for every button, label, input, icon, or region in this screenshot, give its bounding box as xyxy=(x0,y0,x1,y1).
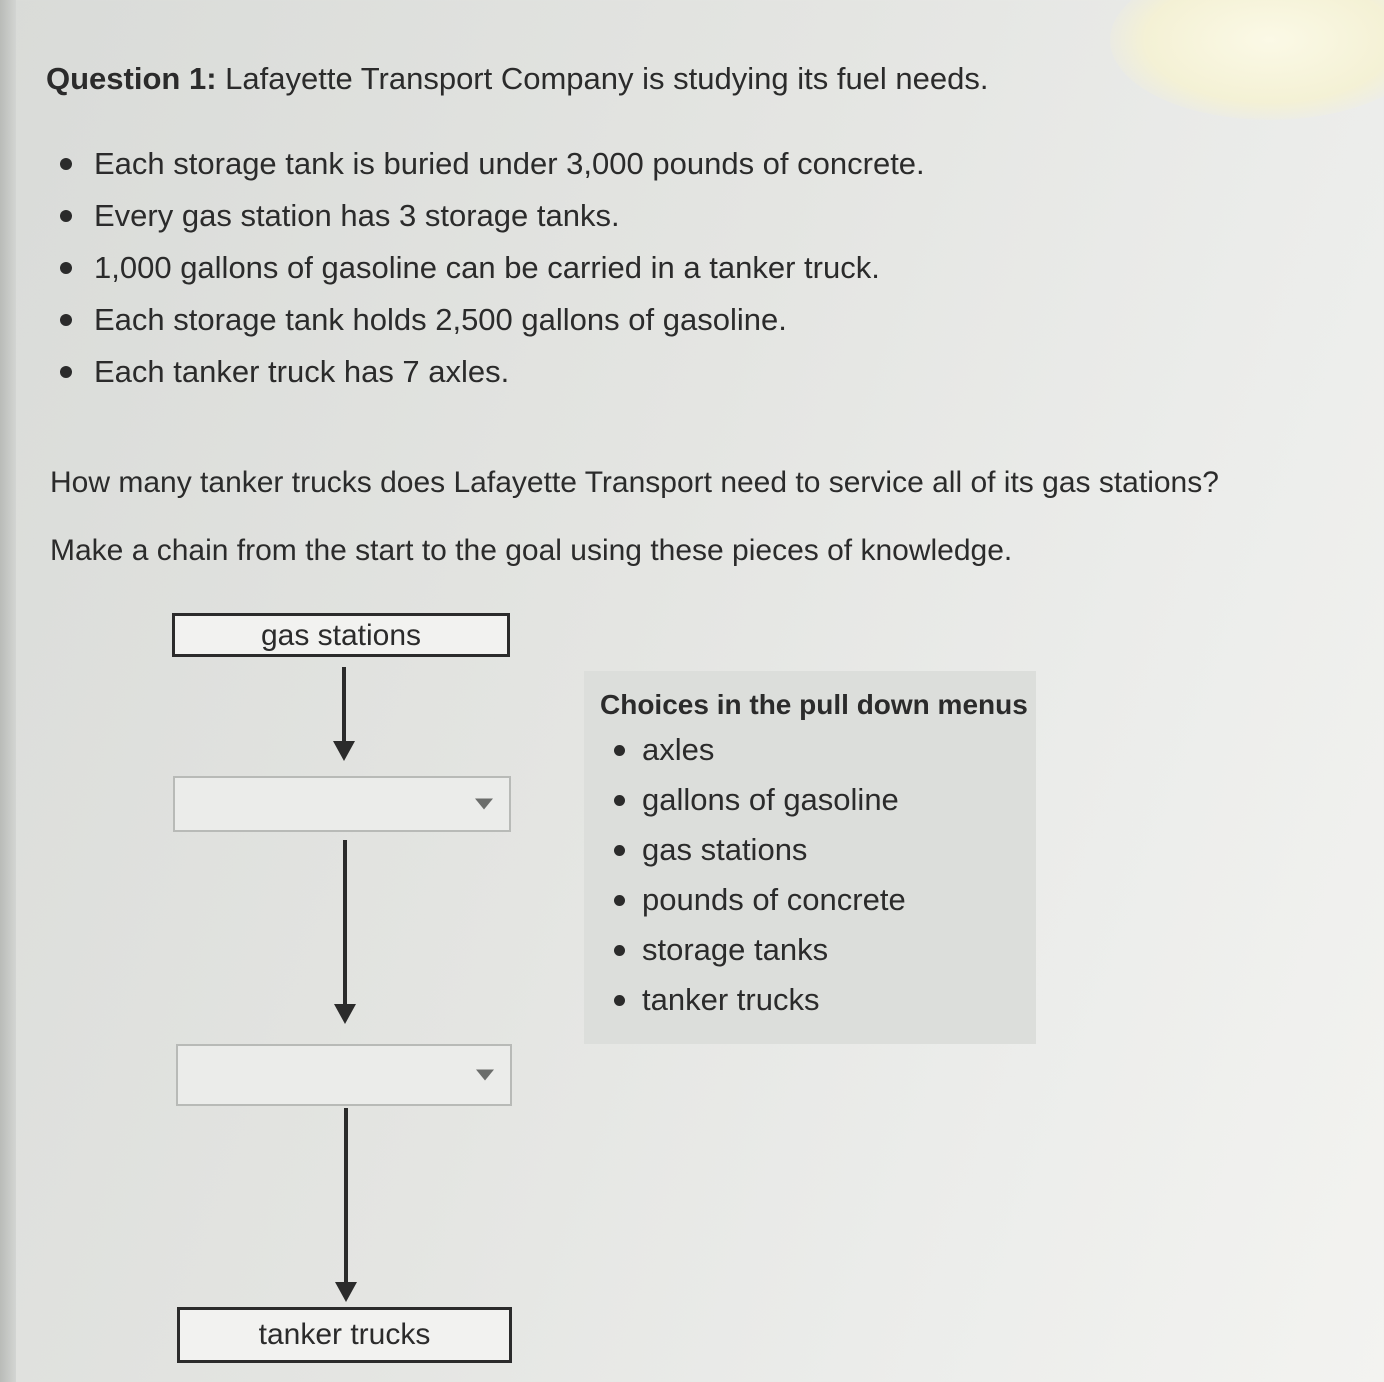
screen-edge xyxy=(0,0,16,1382)
fact-text: Each storage tank is buried under 3,000 pounds of concrete. xyxy=(94,146,925,181)
choice-text: tanker trucks xyxy=(642,982,820,1017)
bullet-icon xyxy=(60,314,72,326)
fact-text: Each tanker truck has 7 axles. xyxy=(94,354,510,389)
fact-item xyxy=(58,242,925,294)
question-prompt: How many tanker trucks does Lafayette Transport need to service all of its gas stations? xyxy=(50,466,1219,499)
choice-text: pounds of concrete xyxy=(642,882,906,917)
choice-text: axles xyxy=(642,732,715,767)
choice-text: gallons of gasoline xyxy=(642,782,899,817)
choice-item xyxy=(614,975,906,1025)
chain-instruction: Make a chain from the start to the goal using these pieces of knowledge. xyxy=(50,534,1013,567)
choice-item xyxy=(614,775,906,825)
bullet-icon xyxy=(614,845,625,856)
question-number: Question 1: xyxy=(46,61,217,96)
chain-goal-box: tanker trucks xyxy=(177,1307,512,1363)
bullet-icon xyxy=(60,262,72,274)
fact-item xyxy=(58,138,925,190)
caret-down-icon[interactable] xyxy=(475,799,493,810)
bullet-icon xyxy=(614,895,625,906)
bullet-icon xyxy=(614,945,625,956)
choices-title: Choices in the pull down menus xyxy=(600,689,1028,720)
fact-item xyxy=(58,294,925,346)
bullet-icon xyxy=(60,158,72,170)
choice-text: storage tanks xyxy=(642,932,829,967)
chain-step-1-dropdown[interactable] xyxy=(173,776,511,832)
bullet-icon xyxy=(60,210,72,222)
choice-text: gas stations xyxy=(642,832,808,867)
choices-list xyxy=(614,725,906,1025)
fact-item xyxy=(58,190,925,242)
down-arrow-icon xyxy=(342,667,346,757)
question-text: Lafayette Transport Company is studying its fuel needs. xyxy=(225,61,989,96)
screen-glare xyxy=(1110,0,1384,120)
caret-down-icon[interactable] xyxy=(476,1070,494,1081)
choices-panel xyxy=(584,671,1036,1044)
chain-step-2-dropdown[interactable] xyxy=(176,1044,512,1106)
bullet-icon xyxy=(614,795,625,806)
chain-start-box: gas stations xyxy=(172,613,510,657)
bullet-icon xyxy=(60,366,72,378)
fact-text: Each storage tank holds 2,500 gallons of gasoline. xyxy=(94,302,787,337)
choice-item xyxy=(614,825,906,875)
question-title xyxy=(46,60,989,98)
down-arrow-icon xyxy=(344,1108,348,1298)
choice-item xyxy=(614,925,906,975)
choice-item xyxy=(614,875,906,925)
facts-list xyxy=(58,138,925,398)
fact-item xyxy=(58,346,925,398)
fact-text: Every gas station has 3 storage tanks. xyxy=(94,198,620,233)
bullet-icon xyxy=(614,995,625,1006)
down-arrow-icon xyxy=(343,840,347,1020)
bullet-icon xyxy=(614,745,625,756)
choice-item xyxy=(614,725,906,775)
fact-text: 1,000 gallons of gasoline can be carried in a tanker truck. xyxy=(94,250,880,285)
